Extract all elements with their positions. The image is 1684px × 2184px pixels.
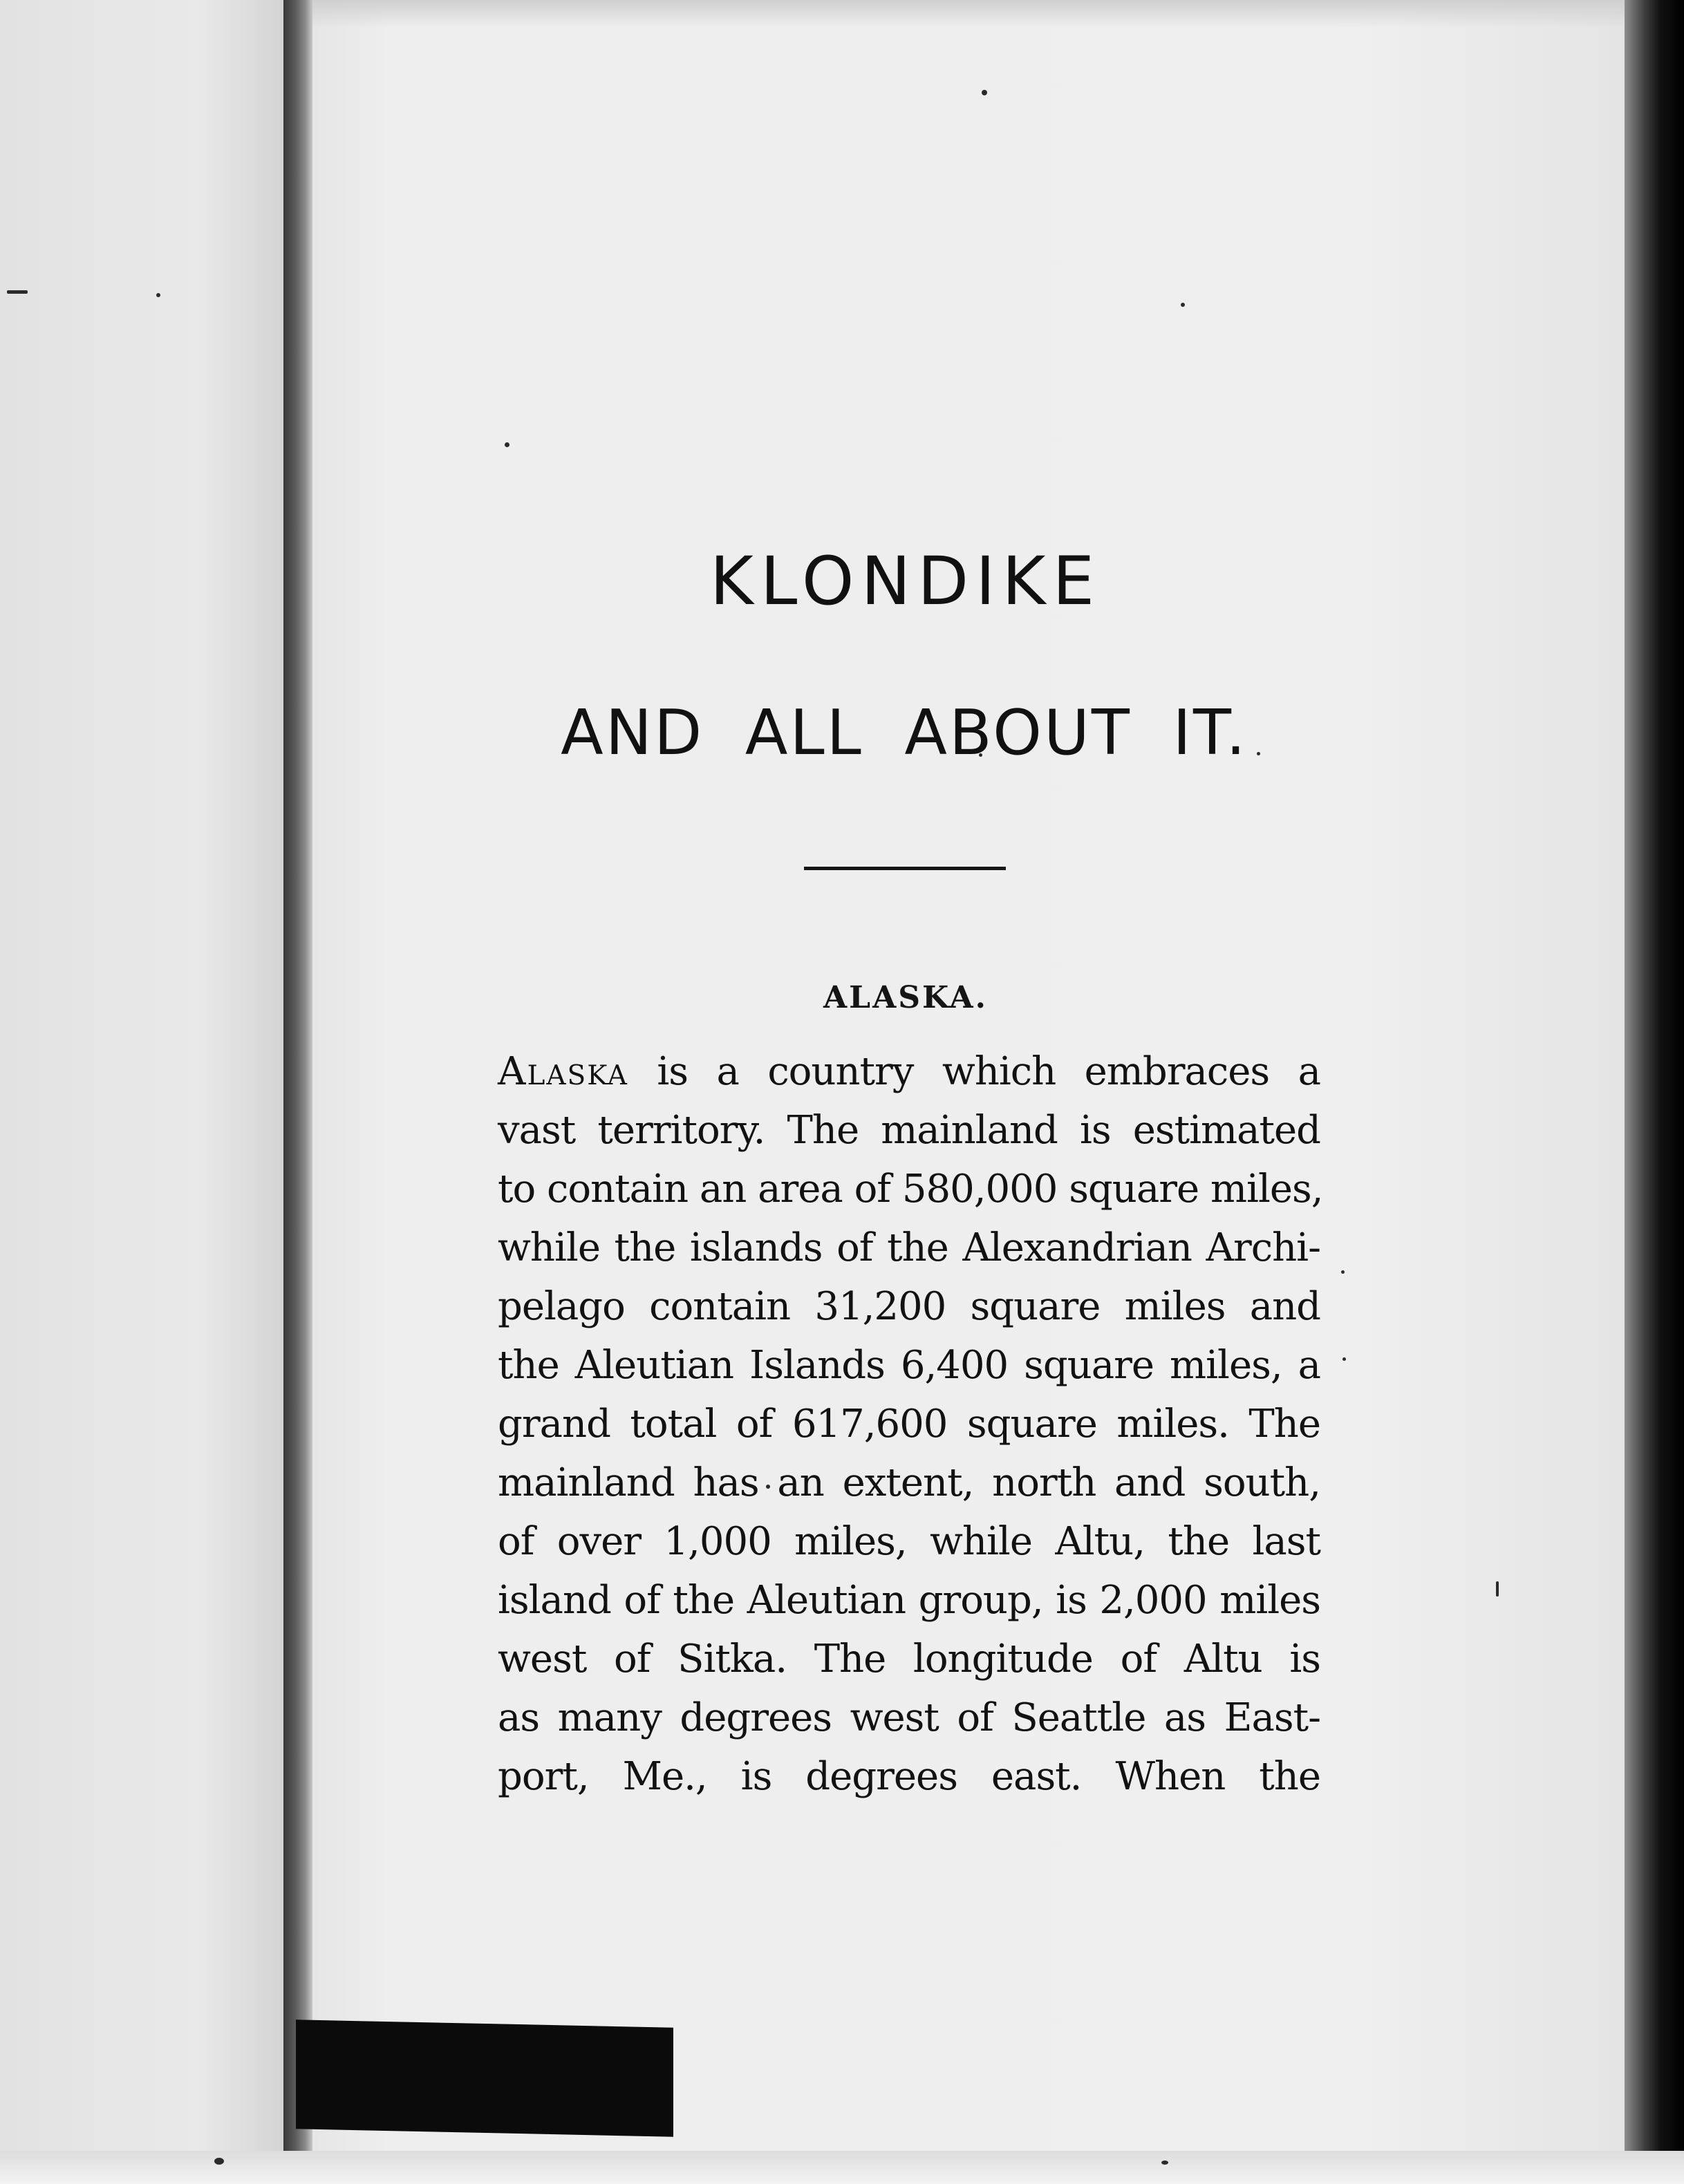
body-line: island of the Aleutian group, is 2,000 miles	[498, 1578, 1320, 1623]
bottom-edge	[0, 2151, 1684, 2184]
left-page-fragment	[0, 0, 283, 2184]
title-rule	[804, 867, 1006, 870]
dust-speck	[1181, 303, 1185, 307]
body-line: port, Me., is degrees east. When the	[498, 1754, 1320, 1799]
body-line-text: is a country which embraces a	[628, 1049, 1320, 1094]
dust-speck	[1257, 752, 1260, 755]
body-line: the Aleutian Islands 6,400 square miles, a	[498, 1343, 1320, 1388]
dust-speck	[982, 90, 987, 95]
body-line: pelago contain 31,200 square miles and	[498, 1284, 1320, 1329]
dust-speck	[156, 293, 160, 297]
body-line: of over 1,000 miles, while Altu, the last	[498, 1519, 1320, 1564]
dust-speck	[7, 290, 28, 294]
body-line: mainland has an extent, north and south,	[498, 1460, 1320, 1505]
page-title: KLONDIKE	[709, 543, 1102, 620]
dust-speck	[505, 442, 509, 447]
dust-speck	[1496, 1581, 1499, 1597]
body-line: grand total of 617,600 square miles. The	[498, 1402, 1320, 1447]
body-line: while the islands of the Alexandrian Archi-	[498, 1225, 1320, 1270]
body-line: as many degrees west of Seattle as East-	[498, 1695, 1320, 1740]
body-lead-word: Alaska	[498, 1049, 628, 1094]
binding-gutter	[283, 0, 312, 2184]
body-line: west of Sitka. The longitude of Altu is	[498, 1637, 1320, 1682]
dust-speck	[1341, 1270, 1345, 1274]
body-line: to contain an area of 580,000 square miles,	[498, 1167, 1323, 1212]
dust-speck	[214, 2158, 224, 2165]
body-line: vast territory. The mainland is estimated	[498, 1108, 1320, 1153]
black-tape-mark	[296, 2020, 673, 2136]
right-page-edge	[1625, 0, 1684, 2184]
body-line	[498, 1042, 1320, 1101]
section-heading: ALASKA.	[823, 980, 988, 1015]
body-paragraph	[498, 1042, 1323, 1806]
dust-speck	[1161, 2161, 1168, 2165]
page-subtitle: AND ALL ABOUT IT.	[561, 697, 1248, 769]
top-shadow	[312, 0, 1625, 28]
dust-speck	[1342, 1357, 1346, 1361]
